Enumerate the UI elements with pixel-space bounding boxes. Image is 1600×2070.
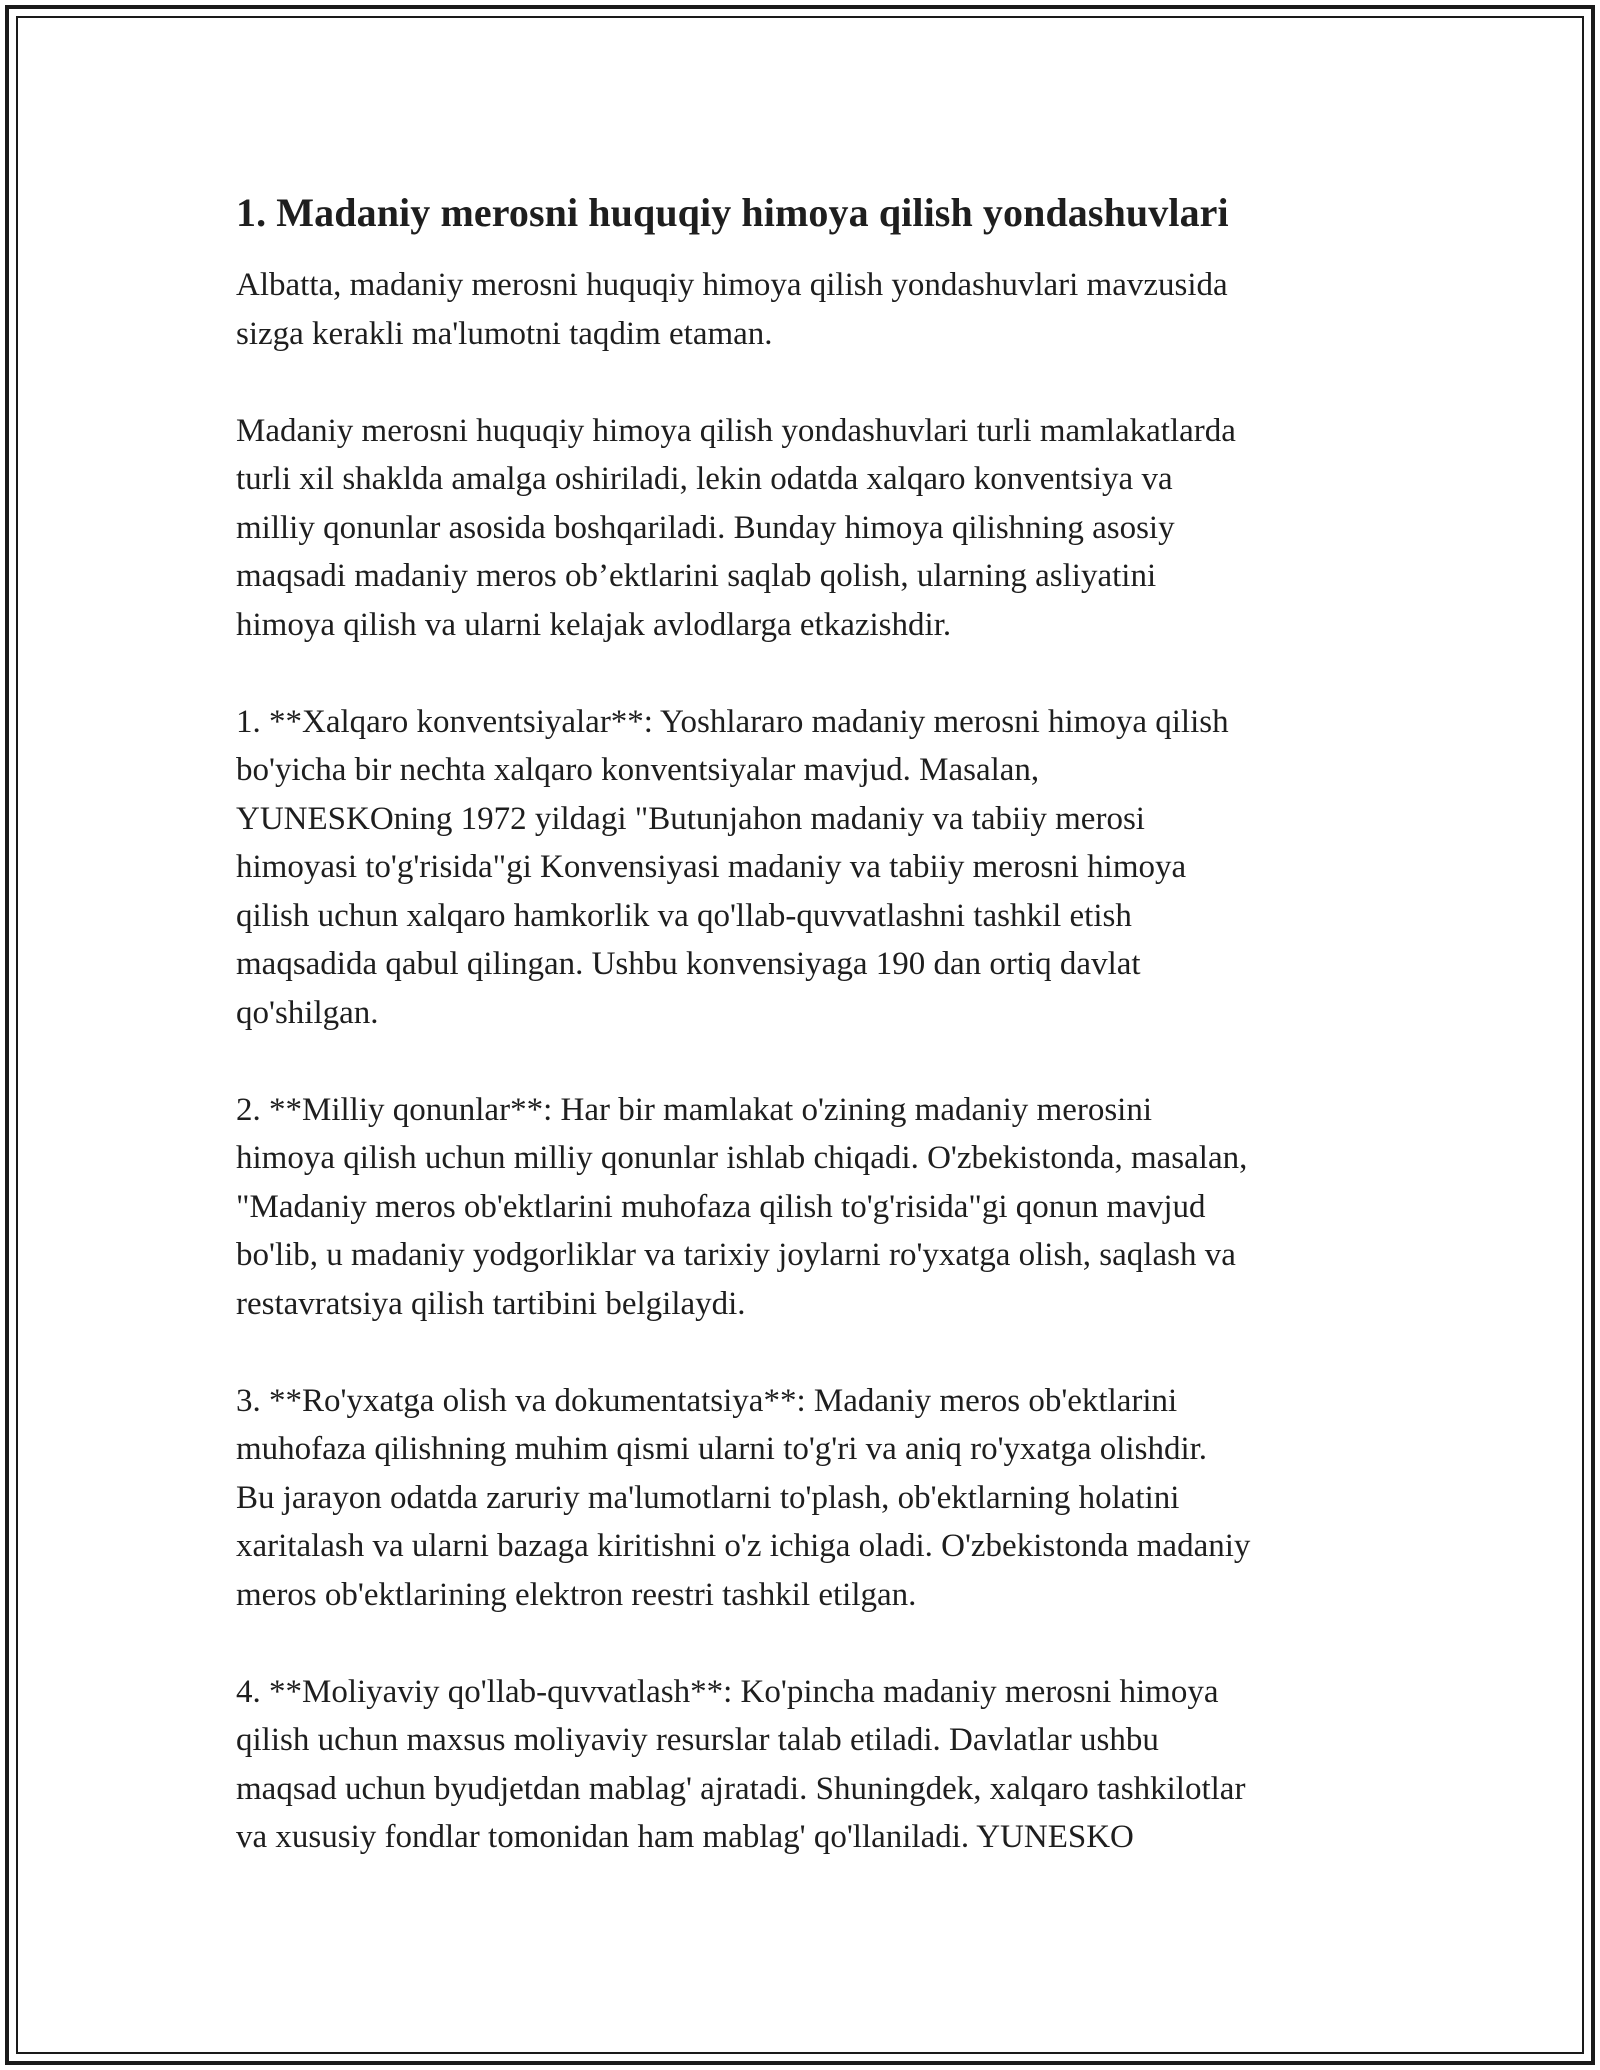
list-item-national-laws: 2. **Milliy qonunlar**: Har bir mamlakat o'zining madaniy merosini himoya qilish uchun milliy qonunlar ishlab chiqadi. O'zbekistonda, masalan, "Madaniy meros ob'ektlarini muhofaza qilish to'g'risida"gi qonun mavjud bo'lib, u madaniy yodgorliklar va tarixiy joylarni ro'yxatga olish, saqlash va restavratsiya qilish tartibini belgilaydi. [236, 1091, 1248, 1322]
list-item-financial-support: 4. **Moliyaviy qo'llab-quvvatlash**: Ko'pincha madaniy merosni himoya qilish uchun maxsus moliyaviy resurslar talab etiladi. Davlatlar ushbu maqsad uchun byudjetdan mablag' ajratadi. Shuningdek, xalqaro tashkilotlar va xususiy fondlar tomonidan ham mablag' qo'llaniladi. YUNESKO [236, 1673, 1246, 1855]
overview-paragraph: Madaniy merosni huquqiy himoya qilish yondashuvlari turli mamlakatlarda turli xil shaklda amalga oshiriladi, lekin odatda xalqaro konventsiya va milliy qonunlar asosida boshqariladi. Bunday himoya qilishning asosiy maqsadi madaniy meros ob’ektlarini saqlab qolish, ularning asliyatini himoya qilish va ularni kelajak avlodlarga etkazishdir. [236, 412, 1236, 643]
intro-paragraph: Albatta, madaniy merosni huquqiy himoya qilish yondashuvlari mavzusida sizga kerakli ma'lumotni taqdim etaman. [236, 267, 1228, 352]
section-heading: 1. Madaniy merosni huquqiy himoya qilish yondashuvlari [236, 190, 1229, 235]
document-body [236, 185, 1386, 1910]
list-item-international-conventions: 1. **Xalqaro konventsiyalar**: Yoshlararo madaniy merosni himoya qilish bo'yicha bir nechta xalqaro konventsiyalar mavjud. Masalan, YUNESKOning 1972 yildagi "Butunjahon madaniy va tabiiy merosi himoyasi to'g'risida"gi Konvensiyasi madaniy va tabiiy merosni himoya qilish uchun xalqaro hamkorlik va qo'llab-quvvatlashni tashkil etish maqsadida qabul qilingan. Ushbu konvensiyaga 190 dan ortiq davlat qo'shilgan. [236, 703, 1229, 1031]
list-item-registration-documentation: 3. **Ro'yxatga olish va dokumentatsiya**: Madaniy meros ob'ektlarini muhofaza qilishning muhim qismi ularni to'g'ri va aniq ro'yxatga olishdir. Bu jarayon odatda zaruriy ma'lumotlarni to'plash, ob'ektlarning holatini xaritalash va ularni bazaga kiritishni o'z ichiga oladi. O'zbekistonda madaniy meros ob'ektlarining elektron reestri tashkil etilgan. [236, 1382, 1251, 1613]
